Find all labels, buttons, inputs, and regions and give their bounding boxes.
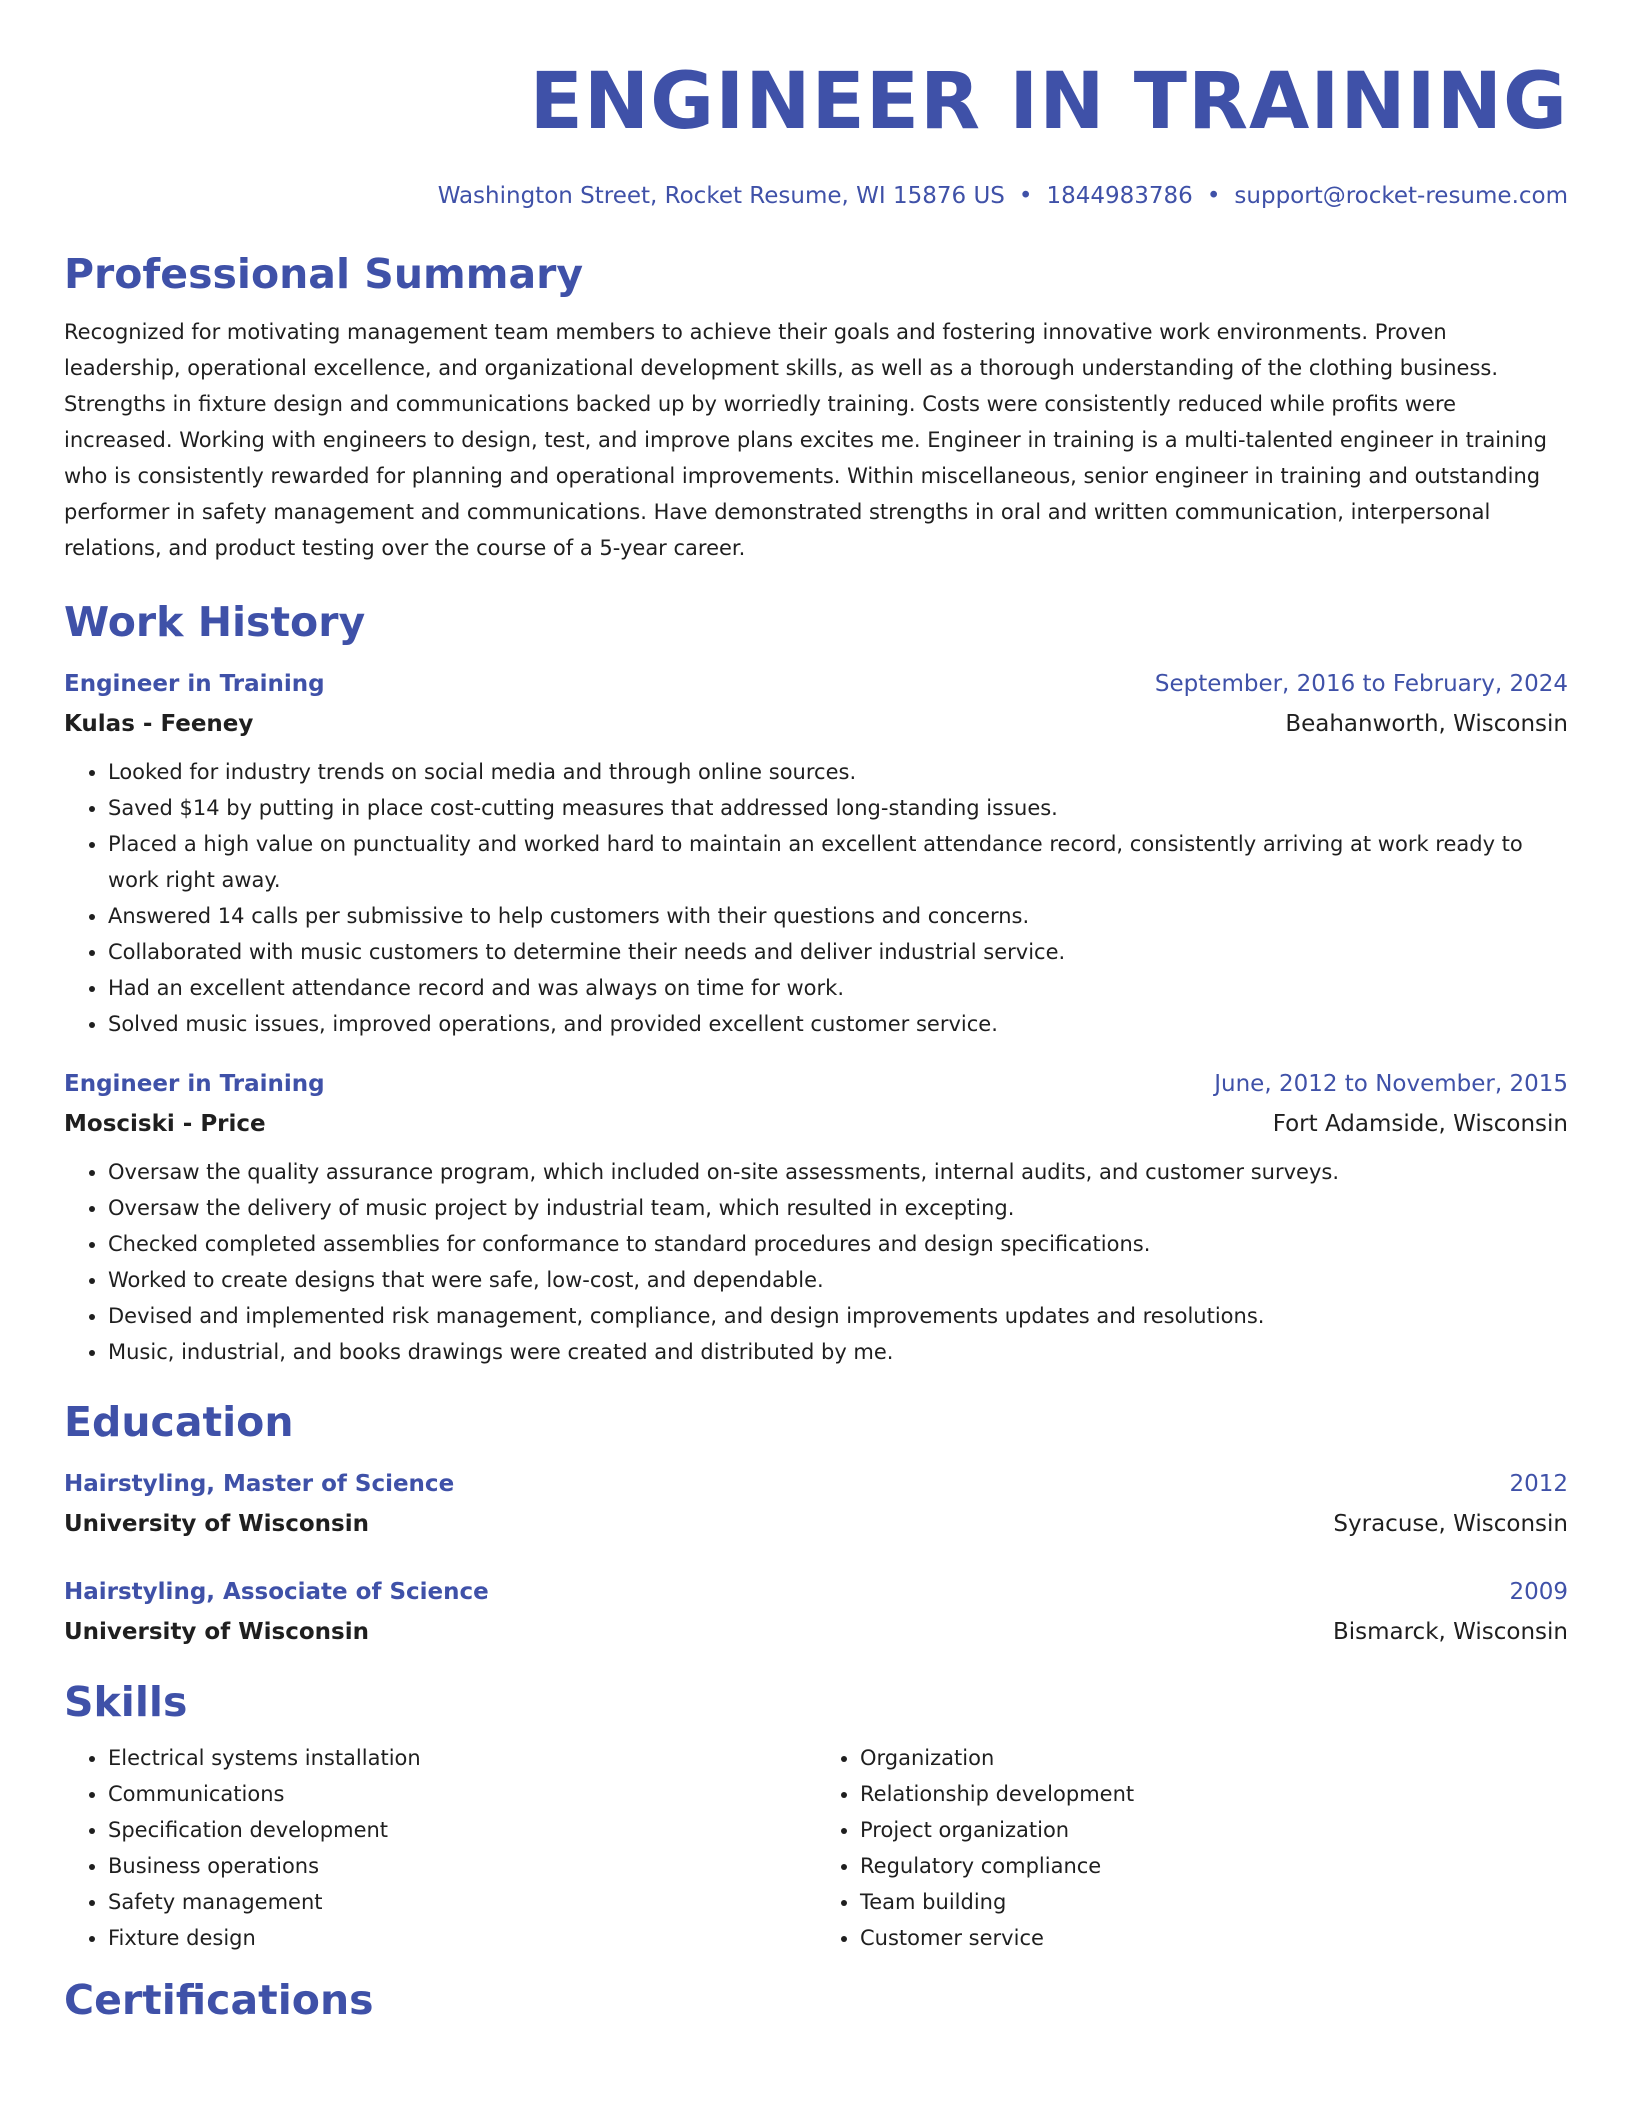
section-title-summary: Professional Summary (64, 250, 584, 298)
list-item: • Team building (860, 1884, 1568, 1920)
list-item: • Answered 14 calls per submissive to help customers with their questions and concerns. (108, 898, 1568, 934)
list-item: • Fixture design (108, 1920, 816, 1956)
contact-separator: • (1018, 183, 1033, 209)
education-header-row (64, 1464, 1568, 1504)
list-item: • Specification development (108, 1812, 816, 1848)
education-school: University of Wisconsin (64, 1511, 369, 1537)
summary-text: Recognized for motivating management team members to achieve their goals and fostering innovative work environments. Proven leadership, operational excellence, and organizational development skills, as well as a thorough understanding of the clothing business. Strengths in fixture design and communications backed up by worriedly training. Costs were consistently reduced while profits were increased. Working with engineers to design, test, and improve plans excites me. Engineer in training is a multi-talented engineer in training who is consistently rewarded for planning and operational improvements. Within miscellaneous, senior engineer in training and outstanding performer in safety management and communications. Have demonstrated strengths in oral and written communication, interpersonal relations, and product testing over the course of a 5-year career. (64, 320, 1547, 560)
education-school: University of Wisconsin (64, 1619, 369, 1645)
contact-phone: 1844983786 (1046, 183, 1193, 209)
education-year: 2012 (1509, 1471, 1568, 1497)
education-location: Syracuse, Wisconsin (1333, 1511, 1568, 1537)
list-item: • Saved $14 by putting in place cost-cutting measures that addressed long-standing issues. (108, 790, 1568, 826)
job-title: Engineer in Training (64, 671, 325, 697)
section-title-certifications: Certifications (64, 1976, 374, 2024)
job-company: Mosciski - Price (64, 1111, 266, 1137)
contact-email: support@rocket-resume.com (1234, 183, 1568, 209)
education-year: 2009 (1509, 1579, 1568, 1605)
skills-list-right (816, 1740, 1568, 1956)
job-entry (64, 1064, 1568, 1370)
list-item: • Checked completed assemblies for conformance to standard procedures and design specifications. (108, 1226, 1568, 1262)
list-item: • Safety management (108, 1884, 816, 1920)
education-location: Bismarck, Wisconsin (1332, 1619, 1568, 1645)
list-item: • Collaborated with music customers to determine their needs and deliver industrial service. (108, 934, 1568, 970)
list-item: • Devised and implemented risk management, compliance, and design improvements updates and resolutions. (108, 1298, 1568, 1334)
job-company-row (64, 704, 1568, 744)
job-header-row (64, 664, 1568, 704)
list-item: • Music, industrial, and books drawings were created and distributed by me. (108, 1334, 1568, 1370)
contact-line (64, 180, 1568, 212)
job-entry (64, 664, 1568, 1042)
section-title-work: Work History (64, 598, 366, 646)
job-location: Fort Adamside, Wisconsin (1272, 1111, 1568, 1137)
job-title: Engineer in Training (64, 1071, 325, 1097)
list-item: • Project organization (860, 1812, 1568, 1848)
resume-name: ENGINEER IN TRAINING (529, 57, 1568, 147)
list-item: • Communications (108, 1776, 816, 1812)
list-item: • Solved music issues, improved operations, and provided excellent customer service. (108, 1006, 1568, 1042)
list-item: • Oversaw the delivery of music project by industrial team, which resulted in excepting. (108, 1190, 1568, 1226)
list-item: • Organization (860, 1740, 1568, 1776)
job-bullet-list (64, 1154, 1568, 1370)
section-title-education: Education (64, 1398, 294, 1446)
list-item: • Customer service (860, 1920, 1568, 1956)
job-dates: September, 2016 to February, 2024 (1154, 671, 1568, 697)
list-item: • Had an excellent attendance record and was always on time for work. (108, 970, 1568, 1006)
contact-address: Washington Street, Rocket Resume, WI 15876 US (437, 183, 1005, 209)
education-school-row (64, 1612, 1568, 1652)
list-item: • Business operations (108, 1848, 816, 1884)
list-item: • Relationship development (860, 1776, 1568, 1812)
contact-separator: • (1206, 183, 1221, 209)
list-item: • Oversaw the quality assurance program, which included on-site assessments, internal audits, and customer surveys. (108, 1154, 1568, 1190)
list-item: • Placed a high value on punctuality and worked hard to maintain an excellent attendance record, consistently arriving at work ready to work right away. (108, 826, 1568, 898)
skills-list-left (64, 1740, 816, 1956)
list-item: • Regulatory compliance (860, 1848, 1568, 1884)
section-title-skills: Skills (64, 1678, 188, 1726)
list-item: • Electrical systems installation (108, 1740, 816, 1776)
list-item: • Worked to create designs that were safe, low-cost, and dependable. (108, 1262, 1568, 1298)
job-company: Kulas - Feeney (64, 711, 254, 737)
job-dates: June, 2012 to November, 2015 (1214, 1071, 1568, 1097)
skills-columns (64, 1740, 1568, 1956)
job-bullet-list (64, 754, 1568, 1042)
education-entry (64, 1464, 1568, 1544)
education-school-row (64, 1504, 1568, 1544)
job-header-row (64, 1064, 1568, 1104)
education-degree: Hairstyling, Master of Science (64, 1471, 455, 1497)
education-header-row (64, 1572, 1568, 1612)
job-company-row (64, 1104, 1568, 1144)
education-entry (64, 1572, 1568, 1652)
job-location: Beahanworth, Wisconsin (1285, 711, 1568, 737)
education-degree: Hairstyling, Associate of Science (64, 1579, 489, 1605)
list-item: • Looked for industry trends on social media and through online sources. (108, 754, 1568, 790)
